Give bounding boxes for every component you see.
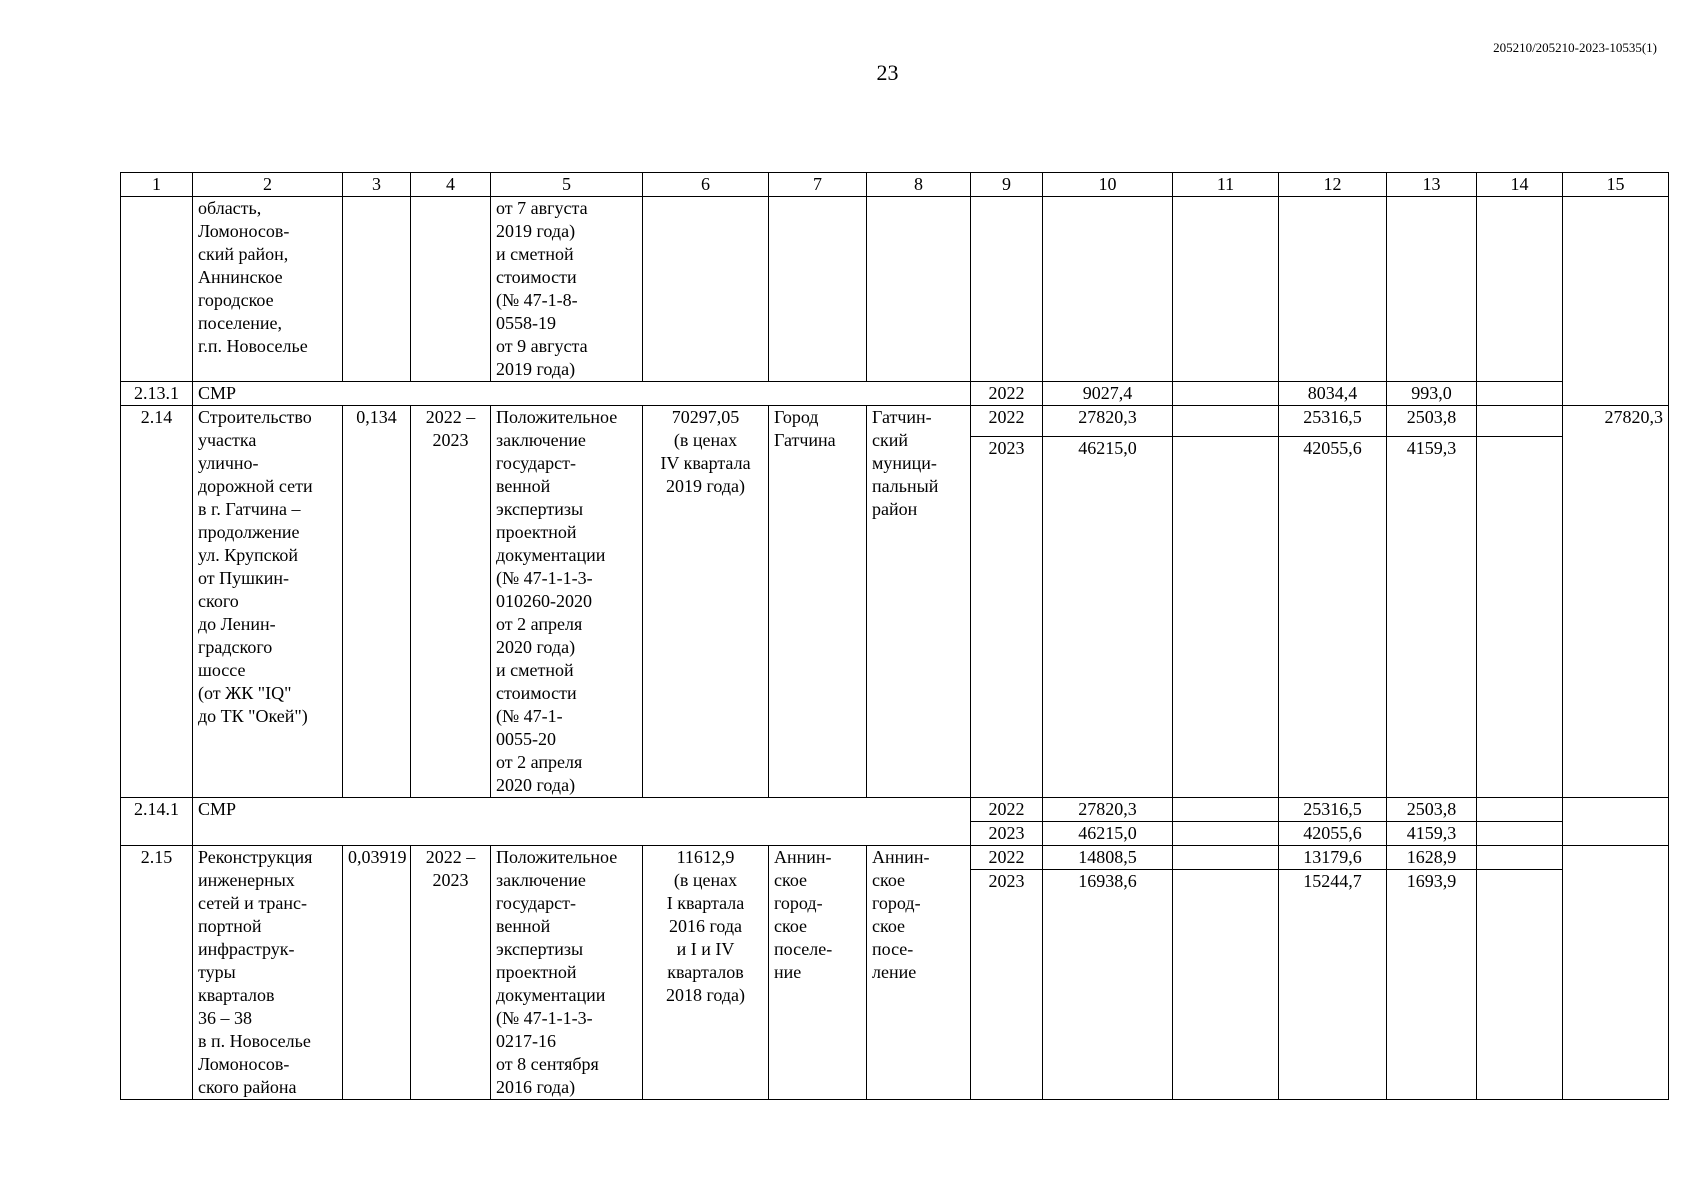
cont-expertise: от 7 августа 2019 года) и сметной стоимости (№ 47-1-8- 0558-19 от 9 августа 2019 года) (491, 197, 643, 382)
period-cell: 2022 – 2023 (411, 406, 491, 798)
row-number: 2.13.1 (121, 382, 193, 406)
row-label: СМР (193, 798, 971, 846)
budget-table (120, 172, 1669, 1100)
value-cell: 2503,8 (1387, 798, 1477, 822)
cont-object-name: область, Ломоносов- ский район, Аннинское городское поселение, г.п. Новоселье (193, 197, 343, 382)
cell (1173, 870, 1279, 1100)
year-cell: 2023 (971, 870, 1043, 1100)
header-cell: 9 (971, 173, 1043, 197)
total-cell: 27820,3 (1043, 798, 1173, 822)
value-cell: 15244,7 (1279, 870, 1387, 1100)
cost-cell: 11612,9 (в ценах I квартала 2016 года и I и IV кварталов 2018 года) (643, 846, 769, 1100)
header-cell: 6 (643, 173, 769, 197)
total-cell: 14808,5 (1043, 846, 1173, 870)
row-number: 2.15 (121, 846, 193, 1100)
expertise-cell: Положительное заключение государст- венной экспертизы проектной документации (№ 47-1-1-3- 0217-16 от 8 сентября 2016 года) (491, 846, 643, 1100)
cell (121, 197, 193, 382)
header-cell: 13 (1387, 173, 1477, 197)
header-cell: 11 (1173, 173, 1279, 197)
header-cell: 4 (411, 173, 491, 197)
customer-cell: Аннин- ское город- ское поселе- ние (769, 846, 867, 1100)
total-cell: 9027,4 (1043, 382, 1173, 406)
value-cell: 993,0 (1387, 382, 1477, 406)
total-cell: 16938,6 (1043, 870, 1173, 1100)
header-cell: 3 (343, 173, 411, 197)
cell (971, 197, 1043, 382)
row-label: СМР (193, 382, 971, 406)
header-cell: 5 (491, 173, 643, 197)
year-cell: 2023 (971, 822, 1043, 846)
table-row (121, 406, 1669, 437)
document-id: 205210/205210-2023-10535(1) (1493, 40, 1657, 55)
cell (1563, 846, 1669, 1100)
cell (1173, 846, 1279, 870)
value-cell: 27820,3 (1563, 406, 1669, 798)
cell (1173, 406, 1279, 437)
table-row (121, 197, 1669, 382)
cell (1477, 197, 1563, 382)
expertise-cell: Положительное заключение государст- венной экспертизы проектной документации (№ 47-1-1-3- 010260-2020 от 2 апреля 2020 года) и сметной стоимости (№ 47-1- 0055-20 от 2 апреля 2020 года) (491, 406, 643, 798)
object-name: Реконструкция инженерных сетей и транс- портной инфраструк- туры кварталов 36 – 38 в п. Новоселье Ломоносов- ского района (193, 846, 343, 1100)
cell (343, 197, 411, 382)
year-cell: 2022 (971, 846, 1043, 870)
cell (1477, 798, 1563, 822)
municipality-cell: Аннин- ское город- ское посе- ление (867, 846, 971, 1100)
total-cell: 46215,0 (1043, 437, 1173, 798)
cell (1173, 197, 1279, 382)
year-cell: 2022 (971, 382, 1043, 406)
header-cell: 7 (769, 173, 867, 197)
cell (1563, 382, 1669, 406)
customer-cell: Город Гатчина (769, 406, 867, 798)
cell (1563, 798, 1669, 846)
cell (1477, 437, 1563, 798)
capacity-cell: 0,03919 (343, 846, 411, 1100)
header-cell: 10 (1043, 173, 1173, 197)
header-cell: 2 (193, 173, 343, 197)
cost-cell: 70297,05 (в ценах IV квартала 2019 года) (643, 406, 769, 798)
value-cell: 42055,6 (1279, 822, 1387, 846)
header-cell: 12 (1279, 173, 1387, 197)
cell (1173, 798, 1279, 822)
table-row (121, 798, 1669, 822)
total-cell: 46215,0 (1043, 822, 1173, 846)
municipality-cell: Гатчин- ский муници- пальный район (867, 406, 971, 798)
value-cell: 1693,9 (1387, 870, 1477, 1100)
value-cell: 4159,3 (1387, 822, 1477, 846)
cell (1477, 870, 1563, 1100)
period-cell: 2022 – 2023 (411, 846, 491, 1100)
cell (411, 197, 491, 382)
value-cell: 2503,8 (1387, 406, 1477, 437)
table-row (121, 846, 1669, 870)
header-cell: 8 (867, 173, 971, 197)
capacity-cell: 0,134 (343, 406, 411, 798)
header-cell: 15 (1563, 173, 1669, 197)
value-cell: 25316,5 (1279, 406, 1387, 437)
cell (1043, 197, 1173, 382)
row-number: 2.14.1 (121, 798, 193, 846)
header-row (121, 173, 1669, 197)
header-cell: 1 (121, 173, 193, 197)
cell (1173, 382, 1279, 406)
cell (1563, 197, 1669, 382)
cell (1173, 437, 1279, 798)
year-cell: 2022 (971, 798, 1043, 822)
cell (1477, 382, 1563, 406)
value-cell: 42055,6 (1279, 437, 1387, 798)
value-cell: 8034,4 (1279, 382, 1387, 406)
year-cell: 2023 (971, 437, 1043, 798)
row-number: 2.14 (121, 406, 193, 798)
cell (1387, 197, 1477, 382)
value-cell: 1628,9 (1387, 846, 1477, 870)
cell (769, 197, 867, 382)
cell (867, 197, 971, 382)
cell (1279, 197, 1387, 382)
header-cell: 14 (1477, 173, 1563, 197)
cell (1173, 822, 1279, 846)
cell (643, 197, 769, 382)
cell (1477, 846, 1563, 870)
value-cell: 4159,3 (1387, 437, 1477, 798)
cell (1477, 406, 1563, 437)
total-cell: 27820,3 (1043, 406, 1173, 437)
object-name: Строительство участка улично- дорожной сети в г. Гатчина – продолжение ул. Крупской от Пушкин- ского до Ленин- градского шоссе (от ЖК "IQ" до ТК "Окей") (193, 406, 343, 798)
page-number: 23 (876, 60, 899, 85)
year-cell: 2022 (971, 406, 1043, 437)
cell (1477, 822, 1563, 846)
value-cell: 25316,5 (1279, 798, 1387, 822)
value-cell: 13179,6 (1279, 846, 1387, 870)
table-row (121, 382, 1669, 406)
